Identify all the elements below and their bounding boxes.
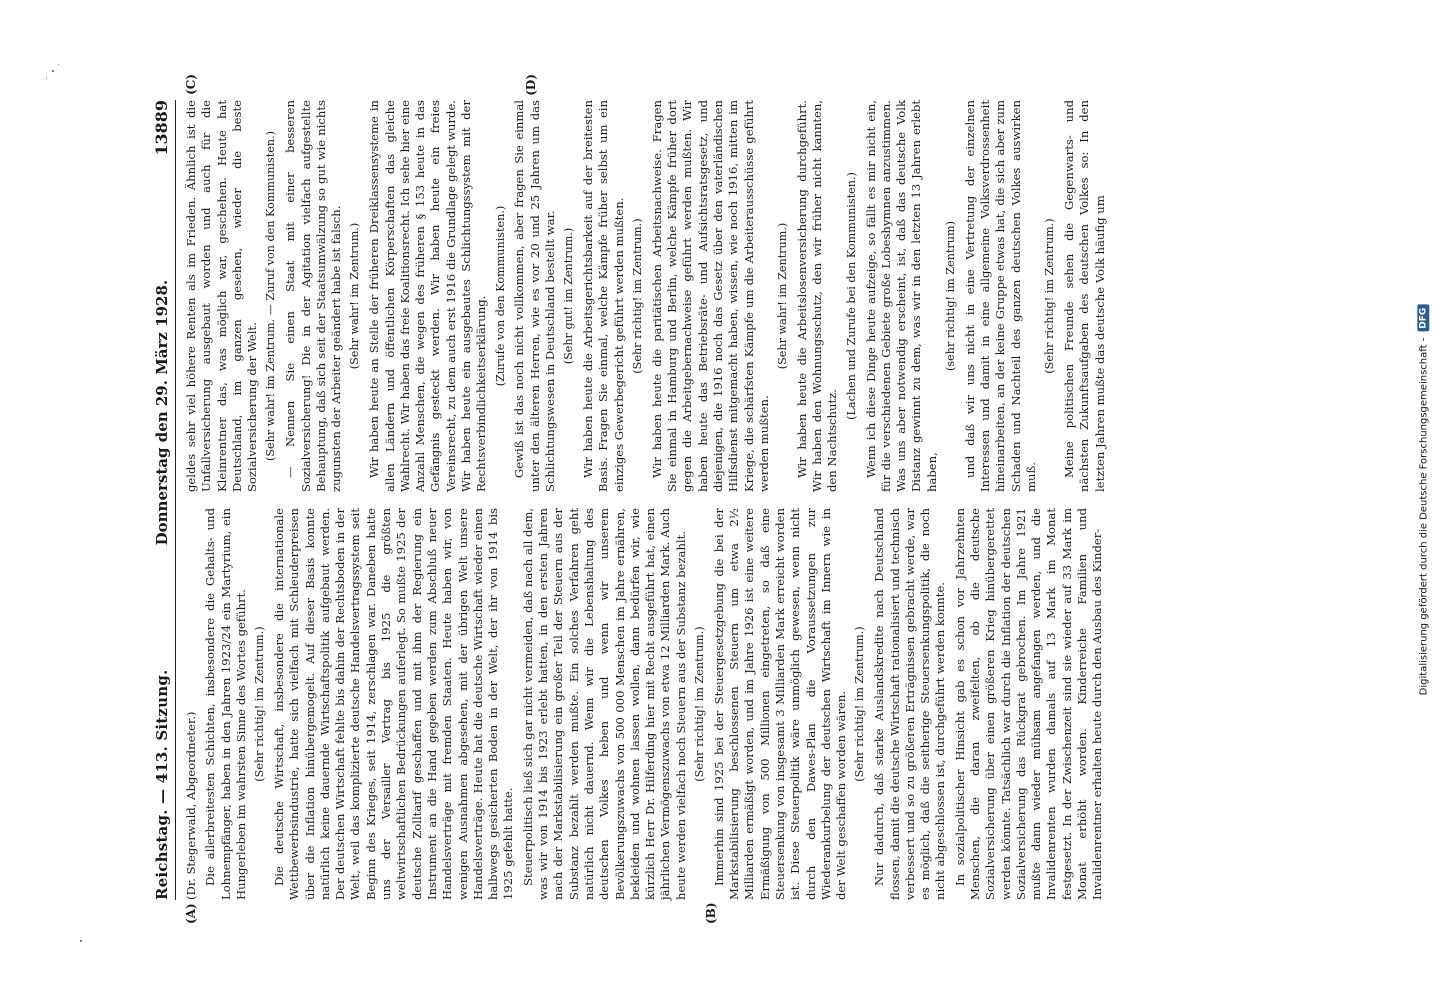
paragraph: In sozialpolitischer Hinsicht gab es schon vor Jahrzehnten Menschen, die daran zweifelten, ob die deutsche Sozialversicherung über einen größeren Krieg hinübergerettet werden könnte. Tatsächlich war durch die Inflation der deutschen Sozialversicherung das Rückgrat gebrochen. Im Jahre 1921 mußte dann wieder mühsam angefangen werden, und die Invalidenrenten wurden damals auf 13 Mark im Monat festgesetzt. In der Zwischenzeit sind sie wieder auf 33 Mark im Monat erhöht worden. Kinderreiche Familien und Invalidenrentner erhalten heute durch den Ausbau des Kinder- [952, 508, 1105, 900]
interjection: (Sehr richtig! im Zentrum.) [630, 218, 644, 374]
interjection: (Sehr gut! im Zentrum.) [562, 227, 576, 365]
paragraph: Immerhin sind 1925 bei der Steuergesetzgebung die bei der Markstabilisierung beschlossenen Steuern um etwa 2½ Milliarden ermäßigt worden, und im Jahre 1926 ist eine weitere Ermäßigung von 500 Millionen eingetreten, so daß eine Steuersenkung von insgesamt 3 Milliarden Mark erreicht worden ist. Diese Steuerpolitik wäre unmöglich gewesen, wenn nicht durch den Dawes-Plan die Voraussetzungen zur Wiederankurbelung der deutschen Wirtschaft im Innern wie in der Welt geschaffen worden wären. [711, 508, 849, 900]
paragraph: Wir haben heute die Arbeitslosenversicherung durchgeführt. Wir haben den Wohnungsschutz, den wir früher nicht kannten, den Nachtschutz. [794, 100, 840, 492]
paragraph: und daß wir uns nicht in eine Vertretung der einzelnen Interessen und damit in eine allgemeine Volksverdrossenheit hineinarbeiten, an der keine Gruppe etwas hat, die sich aber zum Schaden und Nachteil des ganzen deutschen Volkes auswirken muß. [962, 100, 1039, 492]
page-number: 13889 [152, 100, 171, 156]
text-columns [184, 74, 1294, 924]
digitization-credit [1412, 0, 1434, 1000]
paragraph: Wir haben heute die Arbeitsgerichtsbarkeit auf der breitesten Basis. Fragen Sie einmal, welche Kämpfe früher selbst um ein einziges Gewerbegericht geführt werden mußten. [581, 100, 626, 492]
interjection: (sehr richtig! im Zentrum) [944, 221, 958, 371]
paragraph: Wenn ich diese Dinge heute aufzeige, so fällt es mir nicht ein, für die verschiedenen Gebiete große Lobeshymnen anzustimmen. Was uns aber notwendig erscheint, ist, daß das deutsche Volk Distanz gewinnt zu dem, was wir in den letzten 13 Jahren erlebt haben, [863, 100, 939, 492]
paragraph: — Nennen Sie einen Staat mit einer besseren Sozialversicherung! Die in der Agitation vielfach aufgestellte Behauptung, daß sich seit der Staatsumwälzung so gut wie nichts zugunsten der Arbeiter geändert habe ist falsch. [283, 100, 344, 492]
interjection: (Sehr richtig! im Zentrum.) [692, 626, 706, 782]
interjection: (Sehr richtig! im Zentrum.) [253, 626, 267, 782]
credit-text: Digitalisierung gefördert durch die Deutsche Forschungsgemeinschaft - [1417, 337, 1429, 696]
paragraph: Steuerpolitisch ließ sich gar nicht vermeiden, daß nach all dem, was wir von 1914 bis 1923 erlebt hatten, in den ersten Jahren nach der Markstabilisierung ein großer Teil der Steuern aus der Substanz bezahlt werden mußte. Ein solches Verfahren geht natürlich nicht dauernd. Wenn wir die Lebenshaltung des deutschen Volkes heben und wenn wir unserem Bevölkerungszuwachs von 500 000 Menschen im Jahre ernähren, bekleiden und wohnen lassen wollen, dann bedürfen wir, wie kürzlich Herr Dr. Hilferding hier mit Recht ausgeführt hat, einen jährlichen Vermögenszuwachs von etwa 12 Milliarden Mark. Auch heute werden vielfach noch Steuern aus der Substanz bezahlt. [520, 508, 688, 900]
interjection: (Sehr wahr! im Zentrum.) [776, 222, 790, 370]
paragraph: Die deutsche Wirtschaft, insbesondere die internationale Wettbewerbsindustrie, hatte sich vielfach mit Schleuderpreisen über die Inflation hinübergemogelt. Auf dieser Basis konnte natürlich keine dauernde Wirtschaftspolitik aufgebaut werden. Der deutschen Wirtschaft fehlte bis dahin der Rechtsboden in der Welt, weil das komplizierte deutsche Handelsvertragssystem seit Beginn des Krieges, seit 1914, zerschlagen war. Daneben hatte uns der Versailler Vertrag bis 1925 die größten weltwirtschaftlichen Bedrückungen auferlegt. So mußte 1925 der deutsche Zolltarif geschaffen und mit ihm der Regierung ein Instrument an die Hand gegeben werden zum Abschluß neuer Handelsverträge mit fremden Staaten. Heute haben wir, von wenigen Ausnahmen abgesehen, mit der übrigen Welt unsere Handelsverträge. Heute hat die deutsche Wirtschaft wieder einen halbwegs gesicherten Boden in der Welt, der ihr von 1914 bis 1925 gefehlt hatte. [271, 508, 516, 900]
paragraph: Wir haben heute die paritätischen Arbeitsnachweise. Fragen Sie einmal in Hamburg und Berlin, welche Kämpfe früher dort gegen die Arbeitgebernachweise geführt werden mußten. Wir haben heute das Betriebsräte- und Aufsichtsratsgesetz, und diejenigen, die 1916 noch das Gesetz über den vaterländischen Hilfsdienst mitgemacht haben, wissen, wie noch 1916, mitten im Kriege, die schärfsten Kämpfe um die Arbeiterausschüsse geführt werden mußten. [649, 100, 771, 492]
interjection: (Sehr richtig! im Zentrum.) [1043, 218, 1057, 374]
margin-marker-a: (A) [184, 903, 198, 924]
document-page [112, 70, 1322, 930]
interjection: (Sehr richtig! im Zentrum.) [853, 626, 867, 782]
column-left [184, 508, 1294, 924]
speaker-line: (Dr. Stegerwald, Abgeordneter.) [184, 711, 198, 900]
header-center: Donnerstag den 29. März 1928. [153, 279, 171, 546]
paragraph: Meine politischen Freunde sehen die Gegenwarts- und nächsten Zukunftsaufgaben des deutschen Volkes so: In den letzten Jahren mußte das deutsche Volk häufig um [1062, 100, 1107, 492]
column-right [184, 74, 1294, 492]
paragraph: Gewiß ist das noch nicht vollkommen, aber fragen Sie einmal unter den älteren Herren, wie es vor 20 und 25 Jahren um das Schlichtungswesen in Deutschland bestellt war. [512, 100, 557, 492]
interjection: (Sehr wahr! im Zentrum. — Zuruf von den Kommunisten.) [264, 130, 278, 462]
margin-marker-b: (B) [704, 902, 718, 924]
margin-marker-c: (C) [184, 74, 198, 95]
interjection: (Sehr wahr! im Zentrum.) [348, 222, 362, 370]
paragraph: Nur dadurch, daß starke Auslandskredite nach Deutschland flossen, damit die deutsche Wirtschaft rationalisiert und technisch verbessert und so zu größeren Erträgnissen gebracht werde, war es möglich, daß die seitherige Steuersenkungspolitik, die noch nicht abgeschlossen ist, durchgeführt werden konnte. [872, 508, 948, 900]
running-head [152, 100, 176, 900]
paragraph: Wir haben heute an Stelle der früheren Dreiklassensysteme in allen Ländern und öffentlichen Körperschaften das gleiche Wahlrecht. Wir haben das freie Koalitionsrecht. Ich sehe hier eine Anzahl Menschen, die wegen des früheren § 153 heute in das Gefängnis gesteckt werden. Wir haben heute ein freies Vereinsrecht, zu dem auch erst 1916 die Grundlage gelegt wurde. Wir haben heute ein ausgebautes Schlichtungssystem mit der Rechtsverbindlichkeitserklärung. [367, 100, 489, 492]
interjection: (Lachen und Zurufe bei den Kommunisten.) [844, 172, 858, 420]
paragraph: Die allerbreitesten Schichten, insbesondere die Gehalts- und Lohnempfänger, haben in den Jahren 1923/24 ein Martyrium, ein Hungerleben im wahrsten Sinne des Wortes geführt. [203, 508, 248, 900]
dfg-logo: DFG [1417, 305, 1429, 332]
interjection: (Zurufe von den Kommunisten.) [493, 205, 507, 387]
header-left: Reichstag. — 413. Sitzung. [153, 669, 171, 900]
paragraph: geldes sehr viel höhere Renten als im Frieden. Ähnlich ist die Unfallversicherung ausgebaut worden und auch für die Kleinrentner das, was möglich war, geschehen. Heute hat Deutschland, im ganzen gesehen, wieder die beste Sozialversicherung der Welt. [184, 100, 260, 492]
margin-marker-d: (D) [524, 74, 538, 96]
